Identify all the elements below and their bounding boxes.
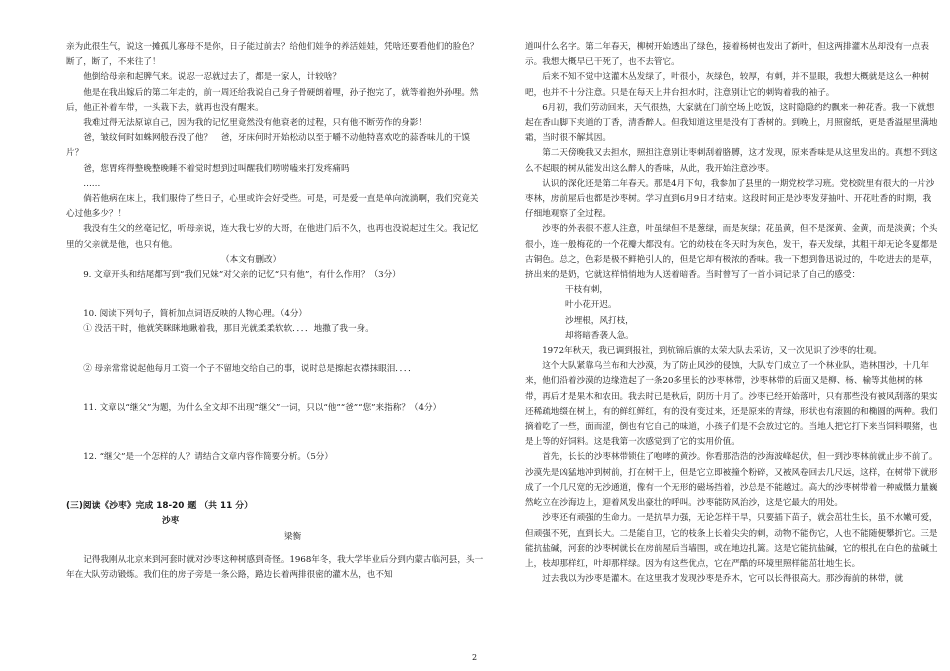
page-number: 2 xyxy=(472,653,478,662)
paragraph: 爸，您胃疼得整晚整晚睡不着觉时想到过叫醒我们唠唠嗑来打发疼痛吗 xyxy=(83,163,350,174)
poem-line: 却将暗香袭人急。 xyxy=(565,330,634,341)
right-column xyxy=(525,40,939,587)
section-title: (三)阅读《沙枣》完成 18-20 题 （共 11 分） xyxy=(66,501,253,512)
paragraph: 沙枣还有顽强的生命力。一是抗旱力强，无论怎样干旱，只要插下苗子，就会茁壮生长，虽不水嫩可爱，但顽强不死，直到长大。二是能自卫，它的枝条上长着尖尖的刺，动物不能伤它，人也不能随便攀折它。三是能抗盐碱，河套的沙枣树就长在房前屋后当墙围，或在地边扎篱。这是它能抗盐碱，它的根扎在白色的盐碱土上，枝却那样红，叶却那样绿。因为有这些优点，它在严酷的环境里照样能茁壮地生长。 xyxy=(525,513,938,569)
paragraph: 亲为此很生气，说这一摊孤儿寡母不是你，日子能过前去？给他们娃争的养活娃娃，凭啥还要看他们的脸色？断了，断了，不来往了！ xyxy=(66,42,479,68)
question-9: 9. 文章开头和结尾都写到“我们兄妹”对父亲的记忆“只有他”，有什么作用？（3分） xyxy=(83,270,401,281)
poem-line: 叶小花开迟。 xyxy=(565,300,617,311)
paragraph: 首先，长长的沙枣林带锁住了咆哮的黄沙。你看那浩浩的沙海波峰起伏，但一到沙枣林前就止步不前了。沙漠先是凶猛地冲到树前，打在树干上，但是它立即被撞个粉碎，又被风卷回去几尺远，这样，在树带下就形成了一个几尺宽的无沙通道，像有一个无形的磁场挡着，沙总是不能越过。高大的沙枣树带着一种威慑力量巍然屹立在沙海边上，迎着风发出豪壮的呼叫。沙枣能防风治沙，这是它最大的用处。 xyxy=(525,452,938,509)
source-note: （本文有删改） xyxy=(221,254,282,265)
poem-line: 干枝有刺， xyxy=(565,285,608,296)
poem-line: 沙埋根，风打枝， xyxy=(565,315,634,326)
question-12: 12. “继父”是一个怎样的人？请结合文章内容作简要分析。（5分） xyxy=(83,452,333,463)
paragraph: 认识的深化还是第二年春天。那是4月下旬，我参加了县里的一期党校学习班。党校院里有很大的一片沙枣林，房前屋后也都是沙枣树。学习直到6月9日才结束。这段时间正是沙枣发芽抽叶、开花吐香的时期，我仔细地观察了全过程。 xyxy=(525,178,935,220)
paragraph: 倘若他病在床上，我们服侍了些日子，心里或许会好受些。可是，可是爱一直是单向流淌啊，我们究竟关心过他多少？！ xyxy=(66,194,479,220)
paragraph: 我没有生父的丝毫记忆，听母亲说，连大我七岁的大哥，在他进门后不久，也再也没说起过生父。我记忆里的父亲就是他，也只有他。 xyxy=(66,224,479,250)
left-column xyxy=(66,40,484,583)
paragraph: 6月初，我们劳动回来，天气很热，大家就在门前空场上吃饭，这时隐隐约约飘来一种花香。我一下就想起在香山脚下夹道的丁香，清香醉人。但我知道这里是没有丁香树的。到晚上，月照窗纸，更是香溢屋里满地霜，当时很不解其因。 xyxy=(525,102,938,144)
article-author: 梁衡 xyxy=(284,531,302,542)
paragraph: 我难过得无法原谅自己，因为我的记忆里竟然没有他衰老的过程，只有他不断劳作的身影！ xyxy=(83,118,427,129)
article-title: 沙枣 xyxy=(162,516,180,527)
paragraph: 过去我以为沙枣是灌木。在这里我才发现沙枣是乔木，它可以长得很高大。那沙海前的林带，就 xyxy=(542,574,904,585)
paragraph: 第二天傍晚我又去担水，照担注意别让枣刺刮着胳膊，这才发现，原来香味是从这里发出的。真想不到这么不起眼的树从能发出这么醉人的香味，从此，我开始注意沙枣。 xyxy=(525,148,938,174)
paragraph: 后来不知不觉中这灌木丛发绿了，叶很小，灰绿色，较厚，有刺，并不显眼，我想大概就是这么一种树吧，也并不十分注意。只是在每天上井台担水时，注意别让它的刺钩着我的袖子。 xyxy=(525,72,929,98)
paragraph: 记得我刚从北京来到河套时就对沙枣这种树感到奇怪。1968年冬，我大学毕业后分到内蒙古临河县，头一年在大队劳动锻炼。我们住的房子旁是一条公路，路边长着两排很密的灌木丛，也不知 xyxy=(66,554,484,581)
question-11: 11. 文章以“继父”为题，为什么全文却不出现“继父”一词，只以“他”“爸”“您”来指称？（4分） xyxy=(83,402,442,413)
question-10: 10. 阅读下列句子，简析加点词语反映的人物心理。（4分） xyxy=(83,309,308,320)
question-10-item-2: ② 母亲常常说起他每月工资一个子不留地交给自己的事，说时总是擦起衣襟抹眼泪．．．． xyxy=(83,363,417,374)
paragraph: 沙枣的外表很不惹人注意，叶虽绿但不是葱绿，而是灰绿；花虽黄，但不是深黄、金黄，而是淡黄；个头很小，连一般梅花的一个花瓣大都没有。它的幼枝在冬天时为灰色，发干，春天发绿，其粗干却无论冬夏都是古铜色。总之，色彩是极不鲜艳引人的，但是它却有极浓的香味。我一下想到鲁迅说过的，牛吃进去的是草，挤出来的是奶，它就这样悄悄地为人送着暗香。当时曾写了一首小词记录了自己的感受： xyxy=(525,224,938,281)
paragraph: 1972年秋天，我已调到报社，到杭锦后旗的太荣大队去采访，又一次见识了沙枣的壮观。 xyxy=(542,346,883,357)
paragraph: 他是在我出嫁后的第二年走的，前一周还给我说自己身子骨硬朗着哩，孙子抱完了，就等着抱外孙哩。然后，他正补着车带，一头栽下去，就再也没有醒来。 xyxy=(66,87,479,113)
question-10-item-1: ① 没活干时，他就笑眯眯地瞅着我，那目光就柔柔软软．．．．地撒了我一身。 xyxy=(83,324,374,335)
paragraph: 这个大队紧靠乌兰布和大沙漠，为了防止风沙的侵蚀，大队专门成立了一个林业队，造林围沙，十几年来，他们沿着沙漠的边缘造起了一条20多里长的沙枣林带，沙枣林带的后面又是柳、杨、榆等其他树的林带，再后才是果木和农田。我去时已是秋后，阴历十月了。沙枣已经开始落叶，只有那些没有被风刮落的果实还稀疏地缀在树上，有的鲜红鲜红，有的没有变过来，还是原来的青绿，形状也有滚圆的和椭圆的两种。我们摘着吃了一些，面而涩，倒也有它自己的味道，小孩子们是不会放过它的。当地人把它打下来当饲料喂猪，也是上等的好饲料。这是我第一次感觉到了它的实用价值。 xyxy=(525,361,938,448)
ellipsis-line: …… xyxy=(83,178,101,189)
paragraph: 道叫什么名字。第二年春天，柳树开始透出了绿色，接着杨树也发出了新叶，但这两排灌木丛却没有一点表示。我想大概早已干死了，也不去管它。 xyxy=(525,42,929,68)
paragraph: 爸，皱纹何时如蛛网般吞没了他？ 爸，牙床何时开始松动以至于嚼不动他特喜欢吃的蒜香味儿的干馍片？ xyxy=(66,133,470,159)
paragraph: 他倒给母亲和起脾气来。说忍一忍就过去了，都是一家人，计较啥？ xyxy=(83,72,342,83)
